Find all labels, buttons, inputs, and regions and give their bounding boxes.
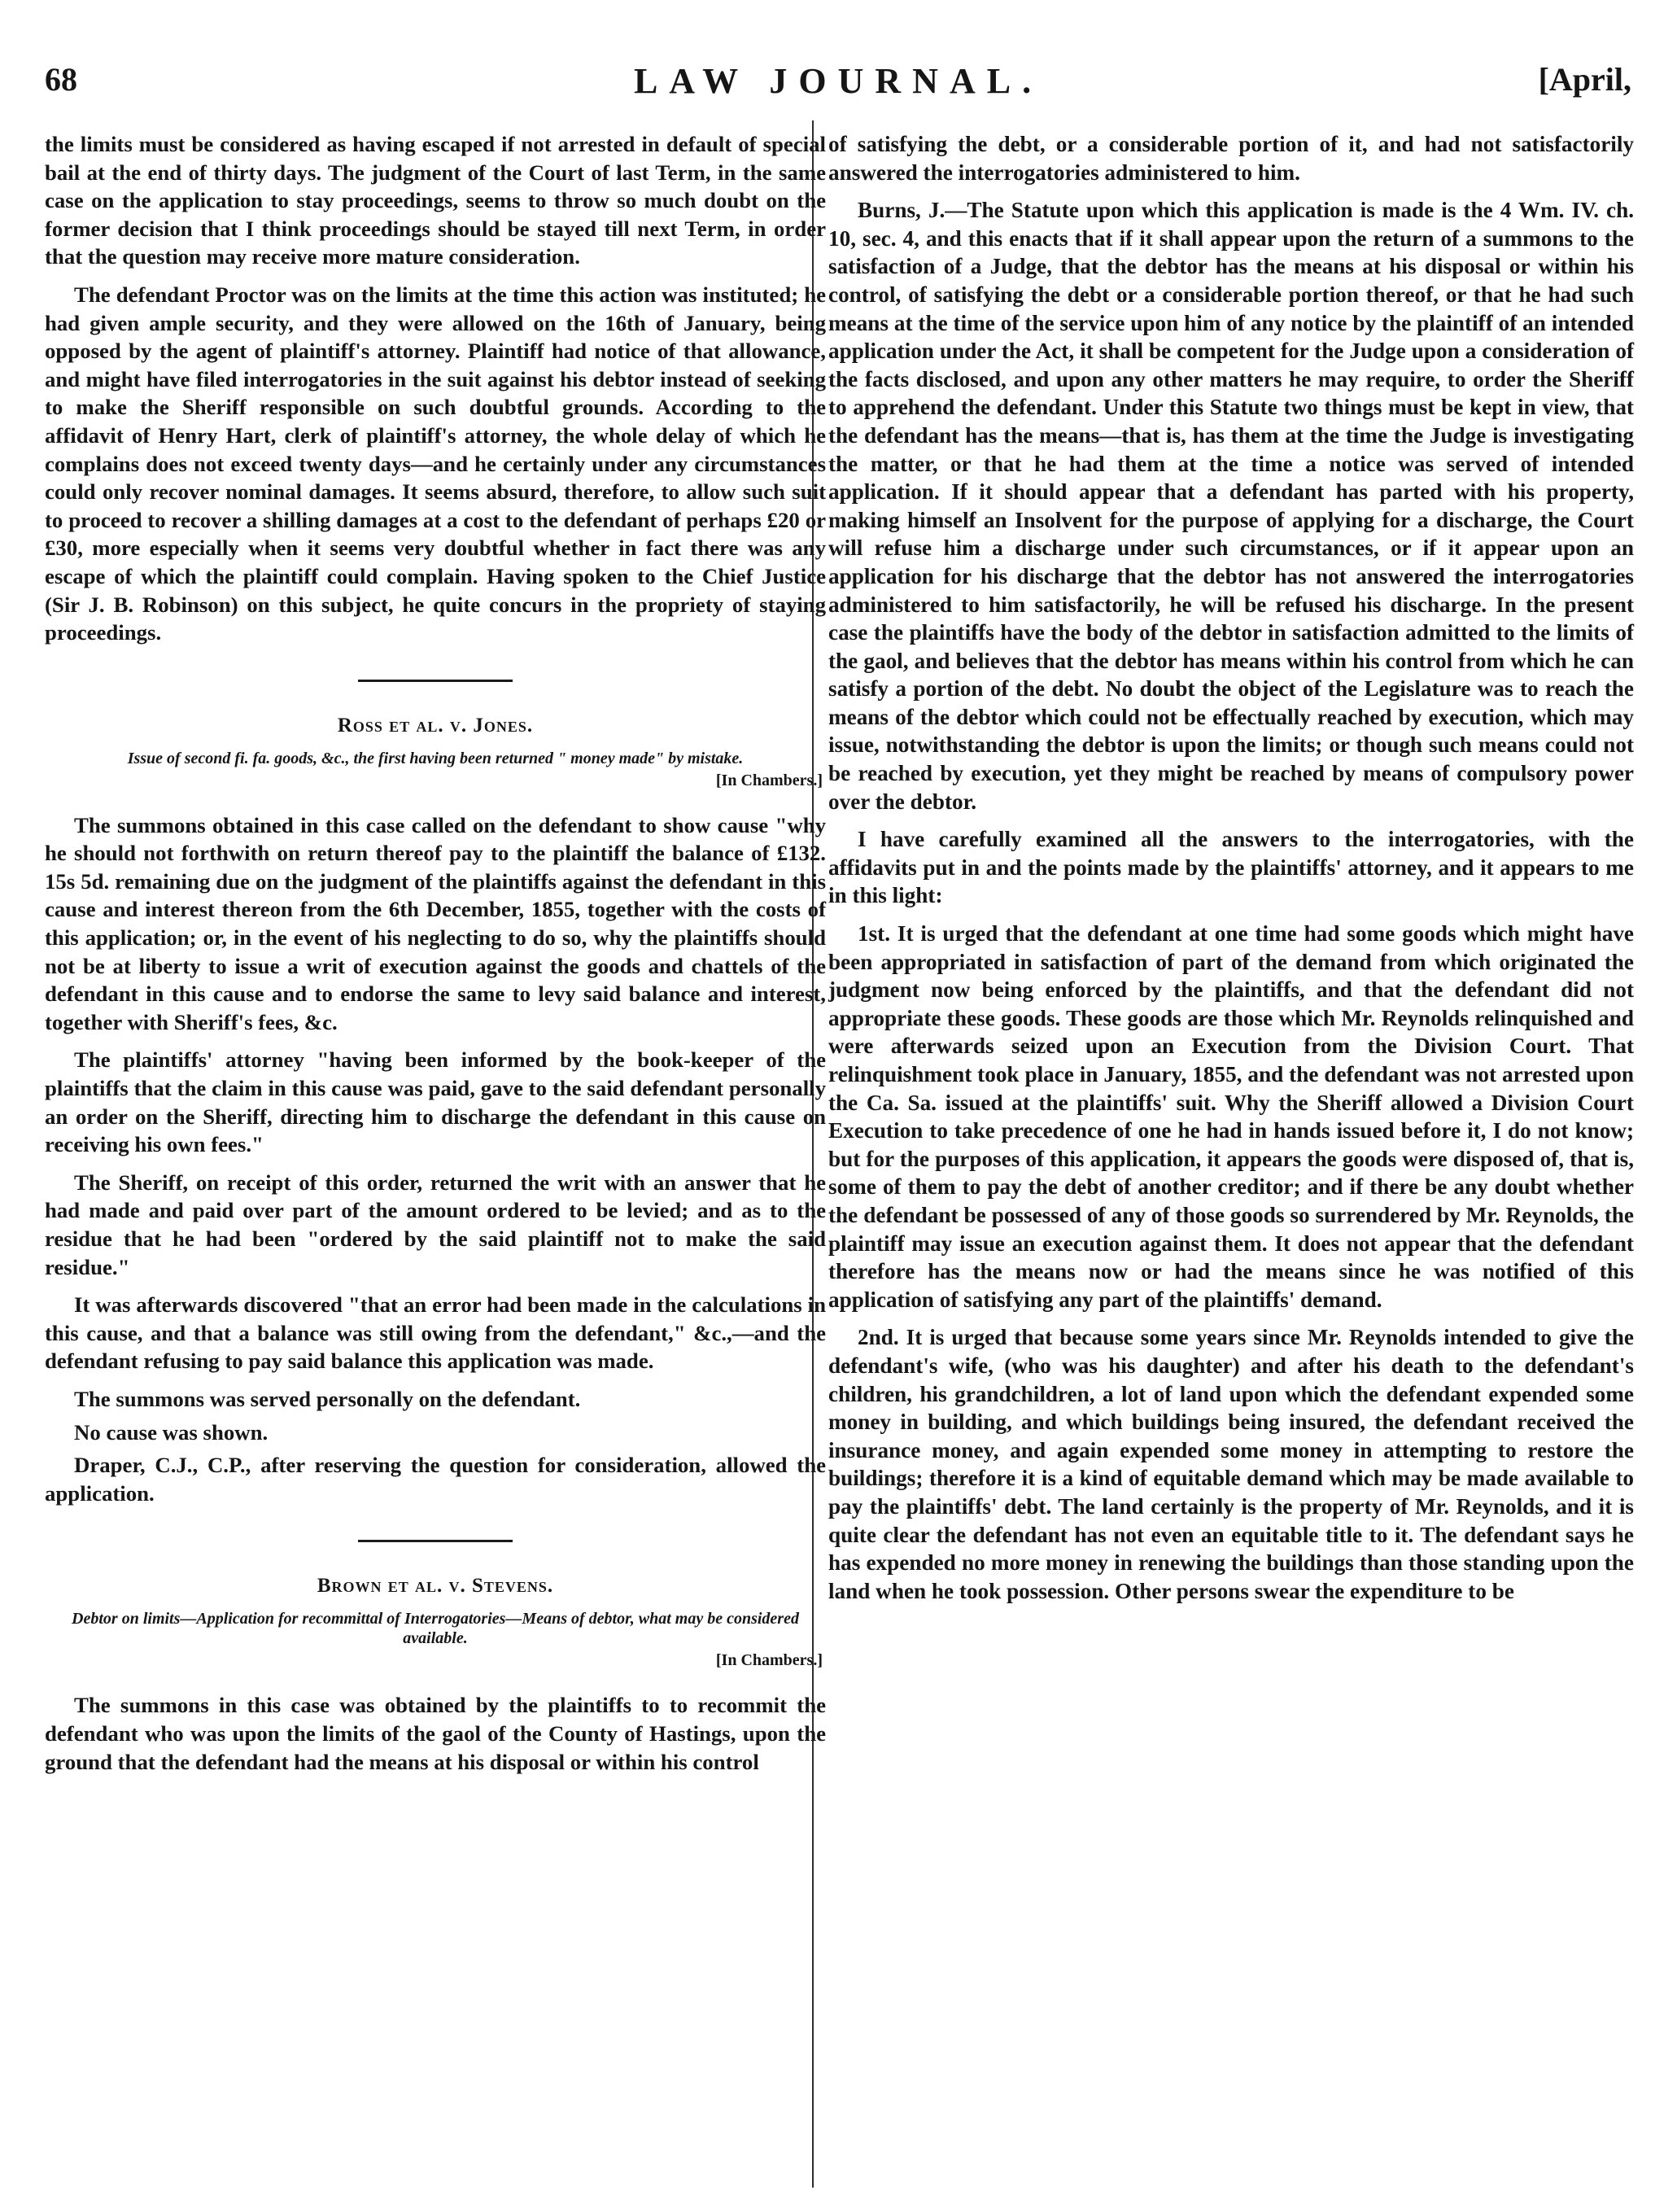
case-title: Ross et al. v. Jones. <box>337 714 534 737</box>
paragraph: 1st. It is urged that the defendant at one time had some goods which might have been appropriated in satisfaction of part of the demand from which originated the judgment now being enforced by the plaintiffs, and that the defendant did not appropriate these goods. These goods are those which Mr. Reynolds relinquished and were afterwards seized upon an Execution from the Division Court. That relinquishment took place in January, 1855, and the defendant was not arrested upon the Ca. Sa. issued at the plaintiffs' suit. Why the Sheriff allowed a Division Court Execution to take precedence of one he had in hands issued before it, I do not know; but for the purposes of this application, it appears the goods were disposed of, that is, some of them to pay the debt of another creditor; and if there be any doubt whether the defendant be possessed of any of those goods so surrendered by Mr. Reynolds, the plaintiff may issue an execution against them. It does not appear that the defendant therefore has the means now or had the means since he was notified of this application of satisfying any part of the plaintiffs' demand. <box>828 921 1634 1312</box>
paragraph: Draper, C.J., C.P., after reserving the question for consideration, allowed the application. <box>45 1453 826 1506</box>
case-title: Brown et al. v. Stevens. <box>317 1575 554 1598</box>
paragraph: The plaintiffs' attorney "having been informed by the book-keeper of the plaintiffs that the claim in this cause was paid, gave to the said defendant personally an order on the Sheriff, directing him to discharge the defendant in this cause on receiving his own fees." <box>45 1047 826 1157</box>
left-column <box>45 130 826 1786</box>
paragraph: of satisfying the debt, or a considerable portion of it, and had not satisfactorily answered the interrogatories administered to him. <box>828 132 1634 185</box>
chambers-note: [In Chambers.] <box>715 1651 823 1670</box>
section-rule <box>358 1540 513 1542</box>
paragraph: It was afterwards discovered "that an error had been made in the calculations in this cause, and that a balance was still owing from the defendant," &c.,—and the defendant refusing to pay said balance this application was made. <box>45 1292 826 1374</box>
paragraph: No cause was shown. <box>74 1419 269 1445</box>
paragraph: The summons in this case was obtained by the plaintiffs to to recommit the defendant who was upon the limits of the gaol of the County of Hastings, upon the ground that the defendant had the means at his disposal or within his control <box>45 1693 826 1774</box>
paragraph: 2nd. It is urged that because some years since Mr. Reynolds intended to give the defendant's wife, (who was his daughter) and after his death to the defendant's children, his grandchildren, a lot of land upon which the defendant expended some money in building, and which buildings being insured, the defendant received the insurance money, and again expended some money in attempting to restore the buildings; therefore it is a kind of equitable demand which may be made available to pay the plaintiffs' debt. The land certainly is the property of Mr. Reynolds, and it is quite clear the defendant has not even an equitable title to it. The defendant says he has expended no more money in renewing the buildings than those standing upon the land when he took possession. Other persons swear the expenditure to be <box>828 1325 1634 1603</box>
paragraph: The summons was served personally on the defendant. <box>74 1386 581 1411</box>
right-column <box>828 130 1634 1615</box>
section-rule <box>358 680 513 682</box>
paragraph: I have carefully examined all the answers to the interrogatories, with the affidavits put in and the points made by the plaintiffs' attorney, and it appears to me in this light: <box>828 827 1634 908</box>
paragraph: The summons obtained in this case called on the defendant to show cause "why he should not forthwith on return thereof pay to the plaintiff the balance of £132. 15s 5d. remaining due on the judgment of the plaintiffs against the defendant in this cause and interest thereon from the 6th December, 1855, together with the costs of this application; or, in the event of his neglecting to do so, why the plaintiffs should not be at liberty to issue a writ of execution against the goods and chattels of the defendant in this cause and to endorse the same to levy said balance and interest, together with Sheriff's fees, &c. <box>45 812 826 1034</box>
paragraph: The Sheriff, on receipt of this order, returned the writ with an answer that he had made and paid over part of the amount ordered to be levied; and as to the residue that he had been "ordered by the said plaintiff not to make the said residue." <box>45 1169 826 1279</box>
issue-month: [April, <box>1538 61 1631 98</box>
running-head <box>45 60 1631 112</box>
page-number: 68 <box>45 61 77 98</box>
journal-title: LAW JOURNAL. <box>633 61 1043 101</box>
chambers-note: [In Chambers.] <box>715 771 823 789</box>
paragraph: Burns, J.—The Statute upon which this application is made is the 4 Wm. IV. ch. 10, sec. 4, and this enacts that if it shall appear upon the return of a summons to the satisfaction of a Judge, that the debtor has the means at his disposal or within his control, of satisfying the debt or a considerable portion thereof, or that he had such means at the time of the service upon him of any notice by the plaintiff of an intended application under the Act, it shall be competent for the Judge upon a consideration of the facts disclosed, and upon any other matters he may require, to order the Sheriff to apprehend the defendant. Under this Statute two things must be kept in view, that the defendant has the means—that is, has them at the time the Judge is investigating the matter, or that he had them at the time a notice was served of intended application. If it should appear that a defendant has parted with his property, making himself an Insolvent for the purpose of applying for a discharge, the Court will refuse him a discharge under such circumstances, or if it appear upon an application for his discharge that the debtor has not answered the interrogatories administered to him satisfactorily, he will be refused his discharge. In the present case the plaintiffs have the body of the debtor in satisfaction admitted to the limits of the gaol, and believes that the debtor has means within his control from which he can satisfy a portion of the debt. No doubt the object of the Legislature was to reach the means of the debtor which could not be effectually reached by execution, which may issue, notwithstanding the debtor is upon the limits; or though such means could not be reached by execution, yet they might be reached by means of compulsory power over the debtor. <box>828 198 1634 814</box>
case-headnote: Debtor on limits—Application for recommittal of Interrogatories—Means of debtor, what may be considered available. <box>72 1610 799 1648</box>
paragraph: The defendant Proctor was on the limits at the time this action was instituted; he had given ample security, and they were allowed on the 16th of January, being opposed by the agent of plaintiff's attorney. Plaintiff had notice of that allowance, and might have filed interrogatories in the suit against his debtor instead of seeking to make the Sheriff responsible on such doubtful grounds. According to the affidavit of Henry Hart, clerk of plaintiff's attorney, the whole delay of which he complains does not exceed twenty days—and he certainly under any circumstances could only recover nominal damages. It seems absurd, therefore, to allow such suit to proceed to recover a shilling damages at a cost to the defendant of perhaps £20 or £30, more especially when it seems very doubtful whether in fact there was any escape of which the plaintiff could complain. Having spoken to the Chief Justice (Sir J. B. Robinson) on this subject, he quite concurs in the propriety of staying proceedings. <box>45 282 826 645</box>
paragraph: the limits must be considered as having escaped if not arrested in default of special bail at the end of thirty days. The judgment of the Court of last Term, in the same case on the application to stay proceedings, seems to throw so much doubt on the former decision that I think proceedings should be stayed till next Term, in order that the question may receive more mature consideration. <box>45 132 826 269</box>
case-headnote: Issue of second fi. fa. goods, &c., the first having been returned " money made" by mistake. <box>127 749 744 767</box>
